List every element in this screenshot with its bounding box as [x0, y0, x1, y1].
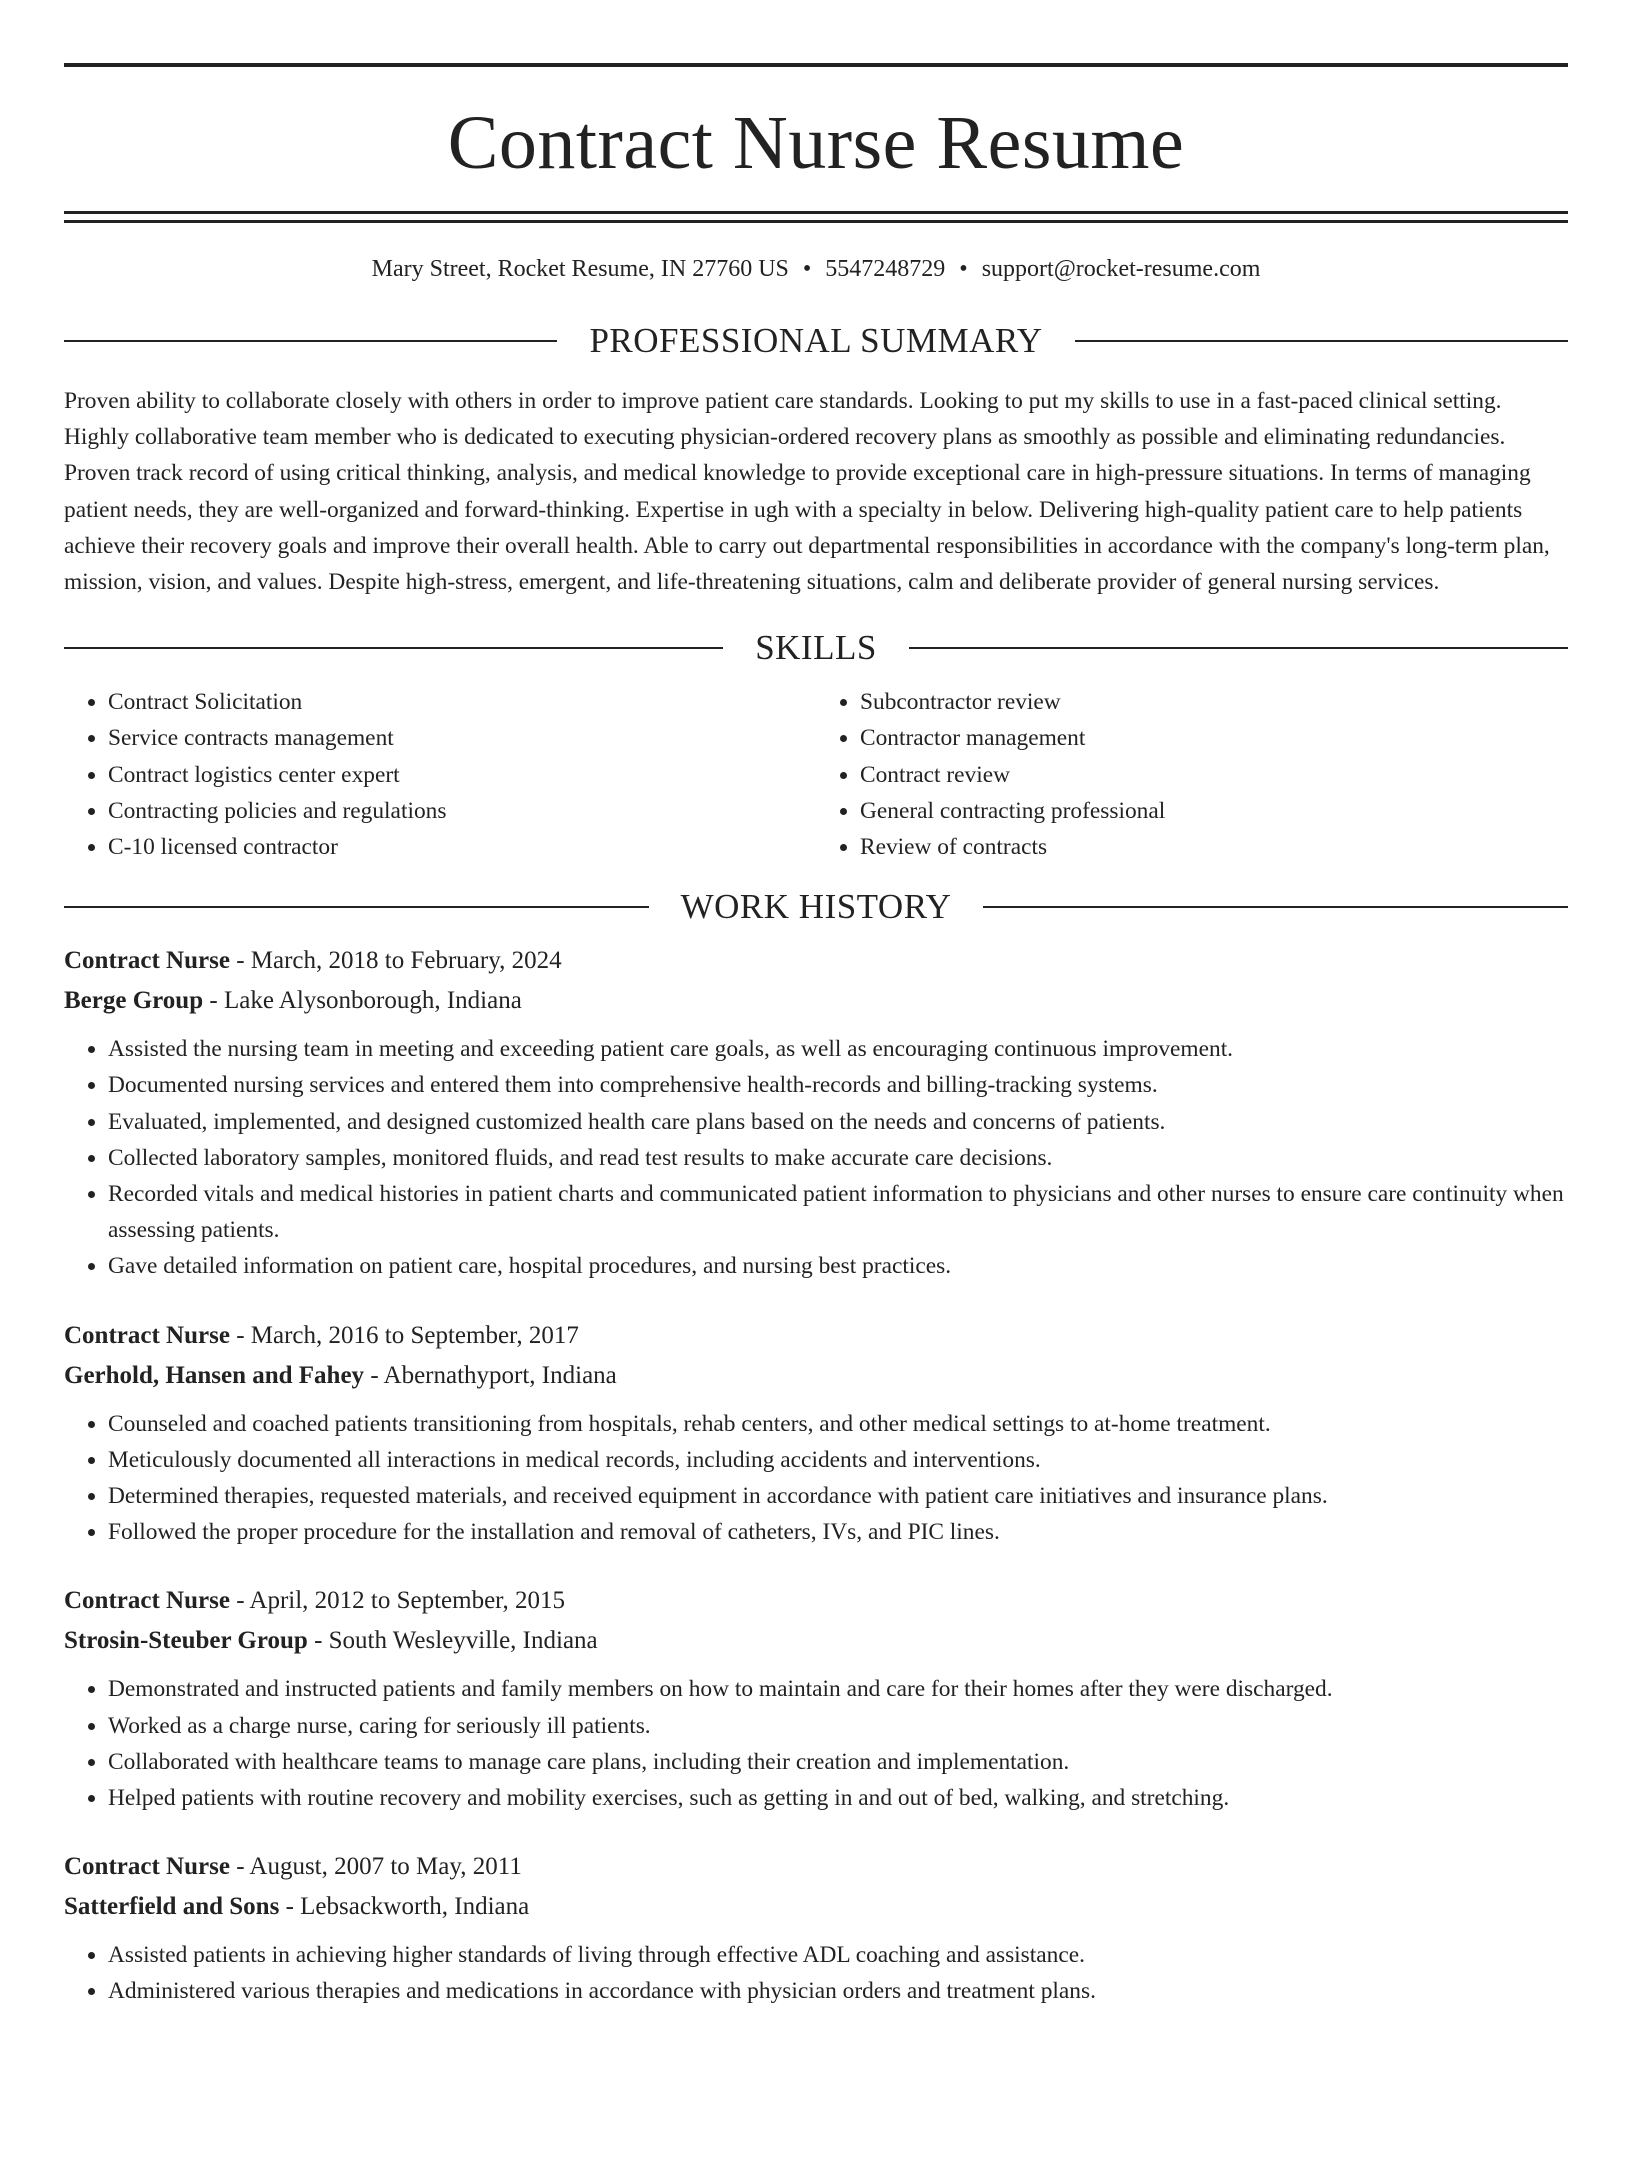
job-title: Contract Nurse	[64, 1587, 230, 1615]
skill-item: • Contractor management	[860, 720, 1568, 756]
job-entry	[64, 1316, 1568, 1551]
job-dates: - April, 2012 to September, 2015	[229, 1587, 566, 1615]
job-entry	[64, 941, 1568, 1284]
summary-section-header	[64, 321, 1568, 361]
job-bullet: • Collaborated with healthcare teams to manage care plans, including their creation and implementation.	[108, 1744, 1568, 1780]
skill-item: • C-10 licensed contractor	[108, 829, 816, 865]
skill-item: • Contract Solicitation	[108, 684, 816, 720]
job-entry	[64, 1581, 1568, 1816]
skill-item: • General contracting professional	[860, 793, 1568, 829]
job-company-line	[64, 981, 1568, 1021]
summary-heading: PROFESSIONAL SUMMARY	[589, 321, 1043, 360]
contact-separator: •	[959, 256, 968, 282]
job-title: Contract Nurse	[64, 1853, 230, 1881]
skill-item: • Contracting policies and regulations	[108, 793, 816, 829]
job-location: - Lake Alysonborough, Indiana	[203, 987, 522, 1015]
job-title-line	[64, 1316, 1568, 1356]
skill-item: • Review of contracts	[860, 829, 1568, 865]
resume-page	[0, 63, 1632, 2175]
skills-section-header	[64, 628, 1568, 668]
work-section-header	[64, 887, 1568, 927]
job-title-line	[64, 1581, 1568, 1621]
job-company: Satterfield and Sons	[64, 1893, 280, 1921]
job-company-line	[64, 1887, 1568, 1927]
skills-column-left	[64, 684, 816, 865]
skills-heading: SKILLS	[755, 628, 877, 668]
job-title: Contract Nurse	[64, 1321, 230, 1349]
skills-column-right	[816, 684, 1568, 865]
contact-line	[64, 255, 1568, 283]
section-rule-right	[909, 647, 1568, 649]
section-rule-left	[64, 340, 557, 342]
job-bullet: • Collected laboratory samples, monitored fluids, and read test results to make accurate care decisions.	[108, 1140, 1568, 1176]
job-bullet: • Gave detailed information on patient care, hospital procedures, and nursing best practices.	[108, 1248, 1568, 1284]
job-company-line	[64, 1356, 1568, 1396]
section-rule-right	[983, 906, 1568, 908]
job-bullet: • Assisted the nursing team in meeting and exceeding patient care goals, as well as encouraging continuous improvement.	[108, 1031, 1568, 1067]
job-bullet: • Evaluated, implemented, and designed customized health care plans based on the needs and concerns of patients.	[108, 1104, 1568, 1140]
job-dates: - August, 2007 to May, 2011	[229, 1853, 522, 1881]
skill-item: • Service contracts management	[108, 720, 816, 756]
job-bullet: • Administered various therapies and medications in accordance with physician orders and treatment plans.	[108, 1973, 1568, 2009]
job-company: Gerhold, Hansen and Fahey	[64, 1361, 365, 1389]
contact-email: support@rocket-resume.com	[981, 256, 1261, 282]
contact-separator: •	[802, 256, 812, 282]
contact-phone: 5547248729	[825, 256, 946, 282]
section-rule-left	[64, 906, 649, 908]
job-bullet: • Documented nursing services and entered them into comprehensive health-records and billing-tracking systems.	[108, 1067, 1568, 1103]
job-title: Contract Nurse	[64, 947, 230, 975]
top-rule	[64, 63, 1568, 67]
job-bullets	[64, 1031, 1568, 1284]
job-entry	[64, 1847, 1568, 2009]
skills-list	[64, 684, 1568, 865]
job-bullets	[64, 1406, 1568, 1551]
job-title-line	[64, 941, 1568, 981]
section-rule-right	[1075, 340, 1568, 342]
job-bullets	[64, 1937, 1568, 2009]
job-bullet: • Assisted patients in achieving higher standards of living through effective ADL coaching and assistance.	[108, 1937, 1568, 1973]
job-bullet: • Determined therapies, requested materials, and received equipment in accordance with patient care initiatives and insurance plans.	[108, 1478, 1568, 1514]
summary-text: Proven ability to collaborate closely with others in order to improve patient care standards. Looking to put my skills to use in a fast-paced clinical setting. Highly collaborative team member who is dedicated to executing physician-ordered recovery plans as smoothly as possible and eliminating redundancies. Proven track record of using critical thinking, analysis, and medical knowledge to provide exceptional care in high-pressure situations. In terms of managing patient needs, they are well-organized and forward-thinking. Expertise in ugh with a specialty in below. Delivering high-quality patient care to help patients achieve their recovery goals and improve their overall health. Able to carry out departmental responsibilities in accordance with the company's long-term plan, mission, vision, and values. Despite high-stress, emergent, and life-threatening situations, calm and deliberate provider of general nursing services.	[64, 388, 1550, 596]
title-double-rule	[64, 211, 1568, 223]
job-location: - South Wesleyville, Indiana	[307, 1627, 598, 1655]
contact-address: Mary Street, Rocket Resume, IN 27760 US	[371, 256, 789, 282]
section-rule-left	[64, 647, 723, 649]
job-company: Berge Group	[64, 987, 204, 1015]
job-dates: - March, 2016 to September, 2017	[229, 1321, 579, 1349]
job-company: Strosin-Steuber Group	[64, 1627, 308, 1655]
job-dates: - March, 2018 to February, 2024	[229, 947, 562, 975]
work-heading: WORK HISTORY	[680, 887, 952, 927]
job-bullet: • Demonstrated and instructed patients and family members on how to maintain and care for their homes after they were discharged.	[108, 1671, 1568, 1707]
job-bullet: • Helped patients with routine recovery and mobility exercises, such as getting in and out of bed, walking, and stretching.	[108, 1780, 1568, 1816]
job-bullet: • Counseled and coached patients transitioning from hospitals, rehab centers, and other medical settings to at-home treatment.	[108, 1406, 1568, 1442]
job-bullet: • Meticulously documented all interactions in medical records, including accidents and interventions.	[108, 1442, 1568, 1478]
resume-title: Contract Nurse Resume	[447, 101, 1185, 185]
skill-item: • Contract review	[860, 757, 1568, 793]
job-bullet: • Worked as a charge nurse, caring for seriously ill patients.	[108, 1708, 1568, 1744]
skill-item: • Subcontractor review	[860, 684, 1568, 720]
job-bullet: • Recorded vitals and medical histories in patient charts and communicated patient information to physicians and other nurses to ensure care continuity when assessing patients.	[108, 1176, 1568, 1248]
job-location: - Abernathyport, Indiana	[364, 1361, 617, 1389]
job-title-line	[64, 1847, 1568, 1887]
skill-item: • Contract logistics center expert	[108, 757, 816, 793]
job-bullet: • Followed the proper procedure for the installation and removal of catheters, IVs, and PIC lines.	[108, 1514, 1568, 1550]
job-location: - Lebsackworth, Indiana	[279, 1893, 530, 1921]
job-company-line	[64, 1621, 1568, 1661]
job-bullets	[64, 1671, 1568, 1816]
